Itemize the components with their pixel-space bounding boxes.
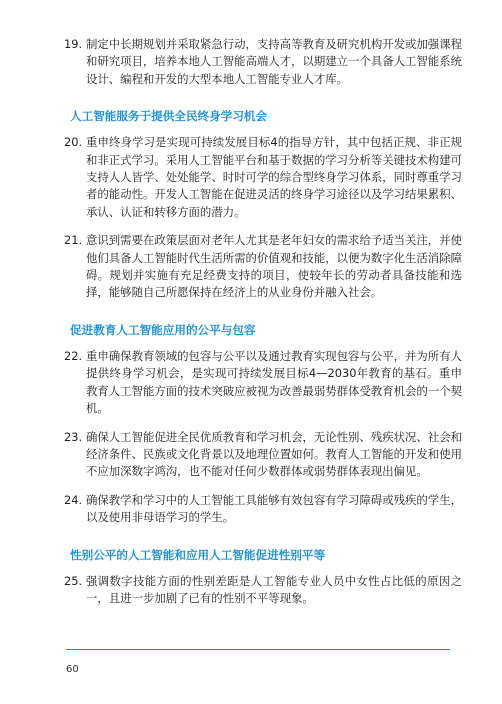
paragraph-22 — [56, 348, 462, 418]
paragraph-24 — [56, 492, 462, 527]
paragraph-text: 确保人工智能促进全民优质教育和学习机会，无论性别、残疾状况、社会和经济条件、民族或文化背景以及地理位置如何。教育人工智能的开发和使用不应加深数字鸿沟，也不能对任何少数群体或弱势群体表现出偏见。 — [86, 429, 462, 479]
paragraph-text: 重申确保教育领域的包容与公平以及通过教育实现包容与公平，并为所有人提供终身学习机会，是实现可持续发展目标4—2030年教育的基石。重申教育人工智能方面的技术突破应被视为改善最弱势群体受教育机会的一个契机。 — [86, 348, 462, 416]
paragraph-21 — [56, 232, 462, 302]
paragraph-23 — [56, 429, 462, 481]
page-number: 60 — [66, 664, 79, 675]
paragraph-text: 确保教学和学习中的人工智能工具能够有效包容有学习障碍或残疾的学生，以及使用非母语学习的学生。 — [86, 492, 462, 525]
paragraph-number: 20. — [64, 135, 83, 150]
paragraph-text: 意识到需要在政策层面对老年人尤其是老年妇女的需求给予适当关注，并使他们具备人工智能时代生活所需的价值观和技能，以便为数字化生活消除障碍。规划并实施有充足经费支持的项目，使较年长的劳动者具备技能和选择，能够随自己所愿保持在经济上的从业身份并融入社会。 — [86, 233, 462, 300]
paragraph-number: 23. — [64, 429, 83, 444]
paragraph-number: 24. — [64, 492, 83, 507]
paragraph-text: 重申终身学习是实现可持续发展目标4的指导方针，其中包括正规、非正规和非正式学习。采用人工智能平台和基于数据的学习分析等关键技术构建可支持人人皆学、处处能学、时时可学的综合型终身学习体系，同时尊重学习者的能动性。开发人工智能在促进灵活的终身学习途径以及学习结果累积、承认、认证和转移方面的潜力。 — [86, 135, 462, 219]
paragraph-number: 25. — [64, 573, 83, 588]
paragraph-text: 制定中长期规划并采取紧急行动，支持高等教育及研究机构开发或加强课程和研究项目，培养本地人工智能高端人才，以期建立一个具备人工智能系统设计、编程和开发的大型本地人工智能专业人才库。 — [86, 37, 462, 86]
section-heading-gender-equality: 性别公平的人工智能和应用人工智能促进性别平等 — [70, 547, 326, 562]
paragraph-number: 21. — [64, 233, 83, 248]
section-heading-lifelong-learning: 人工智能服务于提供全民终身学习机会 — [70, 109, 268, 124]
paragraph-number: 19. — [64, 37, 83, 51]
section-heading-equity-inclusion: 促进教育人工智能应用的公平与包容 — [70, 322, 256, 337]
paragraph-25 — [56, 573, 462, 608]
footer-rule — [66, 649, 450, 650]
paragraph-20 — [56, 134, 462, 221]
page-content — [56, 36, 462, 618]
paragraph-19 — [56, 36, 462, 88]
paragraph-number: 22. — [64, 348, 83, 363]
paragraph-text: 强调数字技能方面的性别差距是人工智能专业人员中女性占比低的原因之一，且进一步加剧了已有的性别不平等现象。 — [86, 573, 462, 605]
